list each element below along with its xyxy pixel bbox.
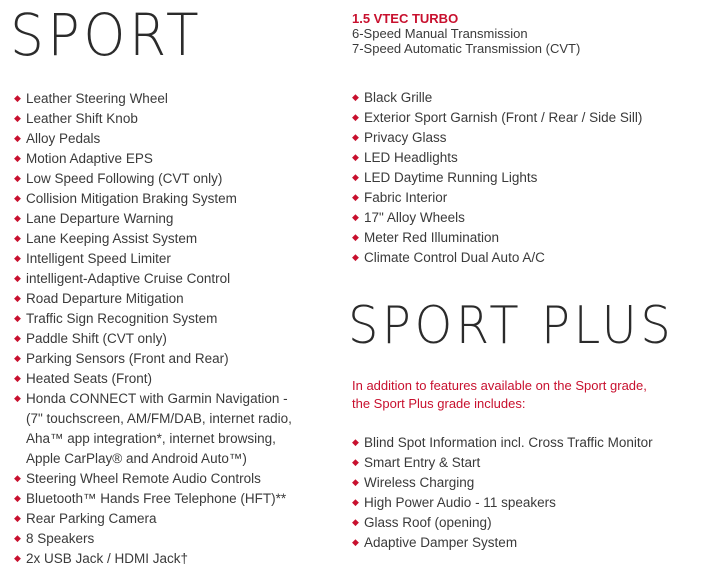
red-diamond-icon: ◆ — [14, 213, 21, 223]
red-diamond-icon: ◆ — [14, 253, 21, 263]
feature-item: ◆ Intelligent Speed Limiter — [14, 251, 171, 266]
feature-item: ◆ Lane Departure Warning — [14, 211, 174, 226]
red-diamond-icon: ◆ — [352, 437, 359, 447]
red-diamond-icon: ◆ — [352, 112, 359, 122]
red-diamond-icon: ◆ — [14, 113, 21, 123]
sport-title: SPORT — [10, 1, 203, 69]
feature-item: ◆ LED Daytime Running Lights — [352, 170, 538, 185]
intro-line: the Sport Plus grade includes: — [352, 396, 526, 411]
red-diamond-icon: ◆ — [352, 517, 359, 527]
sport-features-left — [13, 89, 292, 569]
transmission-manual: 6-Speed Manual Transmission — [352, 26, 528, 41]
feature-item: ◆ Leather Steering Wheel — [14, 91, 168, 106]
red-diamond-icon: ◆ — [352, 252, 359, 262]
red-diamond-icon: ◆ — [14, 233, 21, 243]
feature-item: ◆ 8 Speakers — [14, 531, 95, 546]
red-diamond-icon: ◆ — [14, 93, 21, 103]
feature-item: ◆ Climate Control Dual Auto A/C — [352, 250, 545, 265]
feature-item: ◆ Bluetooth™ Hands Free Telephone (HFT)** — [14, 491, 287, 506]
feature-item: ◆ Road Departure Mitigation — [14, 291, 184, 306]
red-diamond-icon: ◆ — [352, 537, 359, 547]
feature-item: ◆ Motion Adaptive EPS — [14, 151, 153, 166]
red-diamond-icon: ◆ — [14, 393, 21, 403]
red-diamond-icon: ◆ — [352, 132, 359, 142]
feature-item: ◆ Blind Spot Information incl. Cross Traffic Monitor — [352, 435, 653, 450]
red-diamond-icon: ◆ — [14, 313, 21, 323]
feature-item: ◆ Paddle Shift (CVT only) — [14, 331, 167, 346]
red-diamond-icon: ◆ — [14, 533, 21, 543]
feature-item: ◆ Lane Keeping Assist System — [14, 231, 198, 246]
feature-item: ◆ 17" Alloy Wheels — [352, 210, 465, 225]
red-diamond-icon: ◆ — [352, 497, 359, 507]
red-diamond-icon: ◆ — [14, 153, 21, 163]
red-diamond-icon: ◆ — [14, 353, 21, 363]
red-diamond-icon: ◆ — [352, 172, 359, 182]
feature-item: ◆ Fabric Interior — [352, 190, 448, 205]
red-diamond-icon: ◆ — [352, 92, 359, 102]
red-diamond-icon: ◆ — [14, 473, 21, 483]
red-diamond-icon: ◆ — [14, 173, 21, 183]
red-diamond-icon: ◆ — [352, 232, 359, 242]
red-diamond-icon: ◆ — [14, 493, 21, 503]
feature-item-honda-connect: ◆ Honda CONNECT with Garmin Navigation - (7" touchscreen, AM/FM/DAB, internet radio, Aha™ app integration*, internet browsing, Apple CarPlay® and Android Auto™) — [14, 391, 292, 466]
red-diamond-icon: ◆ — [14, 193, 21, 203]
feature-item: ◆ Rear Parking Camera — [14, 511, 157, 526]
red-diamond-icon: ◆ — [352, 152, 359, 162]
feature-item: ◆ Wireless Charging — [352, 475, 475, 490]
engine-name: 1.5 VTEC TURBO — [352, 11, 459, 26]
red-diamond-icon: ◆ — [352, 192, 359, 202]
feature-item: ◆ Adaptive Damper System — [352, 535, 518, 550]
red-diamond-icon: ◆ — [352, 457, 359, 467]
feature-item: ◆ Steering Wheel Remote Audio Controls — [14, 471, 261, 486]
feature-item: ◆ Meter Red Illumination — [352, 230, 500, 245]
feature-item: ◆ Parking Sensors (Front and Rear) — [14, 351, 229, 366]
red-diamond-icon: ◆ — [14, 333, 21, 343]
red-diamond-icon: ◆ — [14, 293, 21, 303]
feature-item: ◆ Smart Entry & Start — [352, 455, 481, 470]
intro-line: In addition to features available on the Sport grade, — [352, 378, 647, 393]
feature-item: ◆ Collision Mitigation Braking System — [14, 191, 237, 206]
sport-plus-title: SPORT PLUS — [348, 296, 675, 356]
feature-item: ◆ 2x USB Jack / HDMI Jack† — [14, 551, 189, 566]
feature-item: ◆ Privacy Glass — [352, 130, 447, 145]
transmission-cvt: 7-Speed Automatic Transmission (CVT) — [352, 41, 581, 56]
sport-plus-intro — [352, 377, 672, 413]
feature-item: ◆ Low Speed Following (CVT only) — [14, 171, 223, 186]
red-diamond-icon: ◆ — [14, 373, 21, 383]
red-diamond-icon: ◆ — [14, 553, 21, 563]
feature-item: ◆ intelligent-Adaptive Cruise Control — [14, 271, 231, 286]
engine-spec — [352, 11, 580, 56]
red-diamond-icon: ◆ — [14, 133, 21, 143]
feature-item: ◆ High Power Audio - 11 speakers — [352, 495, 556, 510]
sport-plus-features — [351, 433, 653, 553]
red-diamond-icon: ◆ — [352, 477, 359, 487]
feature-item: ◆ Exterior Sport Garnish (Front / Rear / Side Sill) — [352, 110, 643, 125]
feature-item: ◆ Heated Seats (Front) — [14, 371, 153, 386]
feature-item: ◆ Traffic Sign Recognition System — [14, 311, 218, 326]
feature-item: ◆ LED Headlights — [352, 150, 458, 165]
red-diamond-icon: ◆ — [14, 273, 21, 283]
feature-item: ◆ Alloy Pedals — [14, 131, 101, 146]
red-diamond-icon: ◆ — [352, 212, 359, 222]
feature-item: ◆ Leather Shift Knob — [14, 111, 138, 126]
red-diamond-icon: ◆ — [14, 513, 21, 523]
feature-item: ◆ Black Grille — [352, 90, 433, 105]
sport-features-right — [351, 88, 642, 268]
feature-item: ◆ Glass Roof (opening) — [352, 515, 492, 530]
